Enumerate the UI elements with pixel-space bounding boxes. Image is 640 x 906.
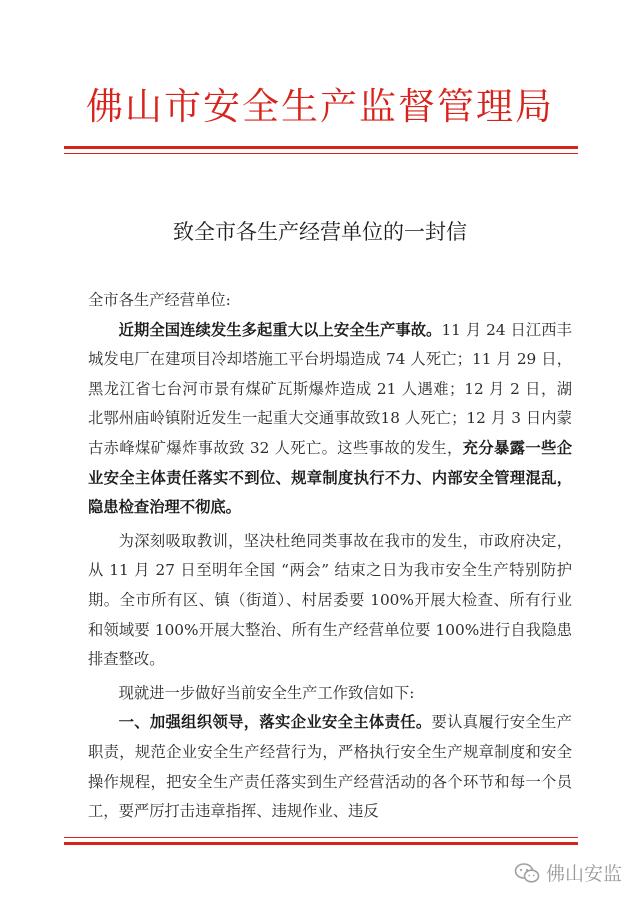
document-title: 致全市各生产经营单位的一封信 <box>173 220 467 244</box>
salutation: 全市各生产经营单位: <box>88 291 231 309</box>
org-name: 佛山市安全生产监督管理局 <box>86 85 554 128</box>
watermark-text: 佛山安监 <box>545 863 622 885</box>
paragraph-incidents <box>88 316 572 523</box>
paragraph-protection-period: 为深刻吸取教训，坚决杜绝同类事故在我市的发生，市政府决定，从 11 月 27 日至明年全国 “两会” 结束之日为我市安全生产特别防护期。全市所有区、镇（街道）、村居委要 100%开展大检查、所有行业和领域要 100%开展大整治、所有生产经营单位要 100%进行自我隐患排查整改。 <box>88 531 572 669</box>
paragraph-incidents-text: 11 月 24 日江西丰城发电厂在建项目冷却塔施工平台坍塌造成 74 人死亡；11 月 29 日，黑龙江省七台河市景有煤矿瓦斯爆炸造成 21 人遇难；12 月 2 日，湖北鄂州庙岭镇附近发生一起重大交通事故致18 人死亡；12 月 3 日内蒙古赤峰煤矿爆炸事故致 32 人死亡。这些事故的发生， <box>88 320 572 457</box>
section-one-text: 要认真履行安全生产职责，规范企业安全生产经营行为，严格执行安全生产规章制度和安全操作规程，把安全生产责任落实到生产经营活动的各个环节和每一个员工，要严厉打击违章指挥、违规作业、违反 <box>88 713 572 821</box>
wechat-watermark <box>514 859 622 886</box>
footer-rule-thin <box>64 837 578 838</box>
wechat-icon <box>514 862 540 884</box>
footer-rule-thick <box>64 842 578 845</box>
paragraph-section-one <box>88 708 572 826</box>
paragraph-incidents-emphasis: 充分暴露一些企业安全主体责任落实不到位、规章制度执行不力、内部安全管理混乱，隐患检查治理不彻底。 <box>88 438 572 517</box>
header-rule-thin <box>64 153 578 154</box>
letter-body <box>88 286 572 827</box>
header-rule-thick <box>64 146 578 149</box>
section-one-heading: 一、加强组织领导，落实企业安全主体责任。 <box>118 713 432 732</box>
paragraph-intro: 现就进一步做好当前安全生产工作致信如下: <box>118 683 415 702</box>
paragraph-incidents-lead: 近期全国连续发生多起重大以上安全生产事故。 <box>118 320 442 339</box>
